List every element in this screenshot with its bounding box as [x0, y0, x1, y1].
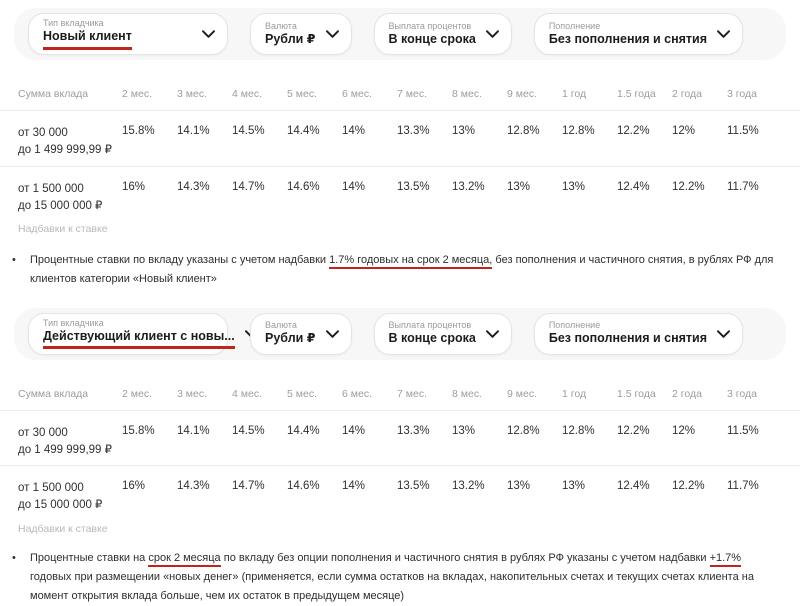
column-header: 1.5 года [617, 84, 672, 110]
rate-cell: 12.8% [562, 111, 617, 151]
column-header: 8 мес. [452, 84, 507, 110]
rate-cell: 11.5% [727, 111, 782, 151]
rate-cell: 12.2% [672, 466, 727, 506]
dropdown-label: Валюта [265, 320, 316, 331]
rate-cell: 13% [507, 167, 562, 207]
dropdown-label: Тип вкладчика [43, 318, 235, 329]
chevron-down-icon [326, 330, 339, 338]
rate-cell: 13% [562, 466, 617, 506]
rate-cell: 13% [452, 411, 507, 451]
column-header: 6 мес. [342, 384, 397, 410]
rate-cell: 11.7% [727, 466, 782, 506]
rate-cell: 12% [672, 411, 727, 451]
red-underlined-text: срок 2 месяца [148, 552, 220, 567]
column-header: 7 мес. [397, 84, 452, 110]
rate-table-bottom [0, 384, 800, 606]
filter-bar-top [14, 8, 786, 60]
column-header: 5 мес. [287, 384, 342, 410]
red-underlined-text: +1.7% [710, 552, 742, 567]
bullet-icon: • [12, 251, 16, 270]
rate-cell: 13% [507, 466, 562, 506]
depositor-type-dropdown[interactable] [28, 13, 228, 55]
column-header: 3 года [727, 384, 782, 410]
rate-cell: 16% [122, 167, 177, 207]
table-row [0, 410, 800, 466]
replenishment-dropdown[interactable] [534, 313, 743, 355]
rate-cell: 14.3% [177, 167, 232, 207]
rate-cell: 14.3% [177, 466, 232, 506]
filter-bar-bottom [14, 308, 786, 360]
note-text: без пополнения и частичного снятия, в рублях РФ для клиентов категории «Новый клиент» [30, 254, 773, 285]
rate-cell: 14.4% [287, 411, 342, 451]
dropdown-value: В конце срока [389, 331, 476, 347]
rate-cell: 14% [342, 466, 397, 506]
deposit-amount-label: от 1 500 000 до 15 000 000 ₽ [18, 466, 122, 521]
rate-cell: 12.4% [617, 466, 672, 506]
dropdown-value: Без пополнения и снятия [549, 32, 707, 48]
deposit-amount-label: от 30 000 до 1 499 999,99 ₽ [18, 111, 122, 166]
dropdown-value: Рубли ₽ [265, 32, 316, 48]
rate-cell: 12.2% [617, 111, 672, 151]
rate-cell: 14% [342, 111, 397, 151]
column-header: 2 мес. [122, 84, 177, 110]
dropdown-label: Выплата процентов [389, 21, 476, 32]
dropdown-label: Пополнение [549, 320, 707, 331]
replenishment-dropdown[interactable] [534, 13, 743, 55]
table-header-row [0, 84, 800, 110]
rate-cell: 13.5% [397, 167, 452, 207]
rate-cell: 14.6% [287, 167, 342, 207]
rate-cell: 14% [342, 167, 397, 207]
rate-cell: 13.3% [397, 111, 452, 151]
rate-cell: 14.6% [287, 466, 342, 506]
rate-cell: 12.4% [617, 167, 672, 207]
rate-cell: 12.8% [507, 411, 562, 451]
rate-cell: 15.8% [122, 111, 177, 151]
column-header: 3 мес. [177, 84, 232, 110]
column-header: 1.5 года [617, 384, 672, 410]
column-header: 2 года [672, 384, 727, 410]
rate-cell: 12.8% [562, 411, 617, 451]
rate-cell: 11.5% [727, 411, 782, 451]
column-header: Сумма вклада [18, 84, 122, 110]
currency-dropdown[interactable] [250, 313, 352, 355]
rate-note-bottom [0, 549, 800, 606]
rate-cell: 14.4% [287, 111, 342, 151]
rate-bonus-label: Надбавки к ставке [0, 221, 800, 235]
dropdown-value: Действующий клиент с новы... [43, 329, 235, 350]
table-header-row [0, 384, 800, 410]
rate-cell: 13% [562, 167, 617, 207]
dropdown-value: Новый клиент [43, 29, 132, 50]
rate-cell: 14.7% [232, 167, 287, 207]
rate-cell: 13.5% [397, 466, 452, 506]
rate-cell: 14.5% [232, 411, 287, 451]
chevron-down-icon [326, 30, 339, 38]
column-header: 9 мес. [507, 84, 562, 110]
note-text: Процентные ставки на [30, 552, 148, 564]
rate-cell: 13% [452, 111, 507, 151]
chevron-down-icon [717, 30, 730, 38]
column-header: 4 мес. [232, 84, 287, 110]
rate-cell: 13.2% [452, 167, 507, 207]
red-underlined-text: 1.7% годовых на срок 2 месяца, [329, 254, 492, 269]
column-header: 2 года [672, 84, 727, 110]
rate-cell: 14.7% [232, 466, 287, 506]
dropdown-value: Без пополнения и снятия [549, 331, 707, 347]
note-text: Процентные ставки по вкладу указаны с учетом надбавки [30, 254, 329, 266]
chevron-down-icon [486, 330, 499, 338]
chevron-down-icon [486, 30, 499, 38]
rate-cell: 12.8% [507, 111, 562, 151]
dropdown-value: В конце срока [389, 32, 476, 48]
column-header: 1 год [562, 84, 617, 110]
depositor-type-dropdown[interactable] [28, 313, 228, 355]
dropdown-label: Валюта [265, 21, 316, 32]
rate-cell: 12% [672, 111, 727, 151]
note-text: годовых при размещении «новых денег» (применяется, если сумма остатков на вкладах, накопительных счетах и текущих счетах клиента на момент открытия вклада больше, чем их остаток в предыдущем месяце) [30, 571, 754, 602]
column-header: 8 мес. [452, 384, 507, 410]
column-header: 7 мес. [397, 384, 452, 410]
column-header: 5 мес. [287, 84, 342, 110]
rate-cell: 16% [122, 466, 177, 506]
deposit-amount-label: от 1 500 000 до 15 000 000 ₽ [18, 167, 122, 222]
rate-cell: 11.7% [727, 167, 782, 207]
dropdown-value: Рубли ₽ [265, 331, 316, 347]
rate-cell: 13.2% [452, 466, 507, 506]
bullet-icon: • [12, 549, 16, 568]
rate-cell: 14.5% [232, 111, 287, 151]
rate-cell: 12.2% [672, 167, 727, 207]
rate-cell: 14% [342, 411, 397, 451]
chevron-down-icon [717, 330, 730, 338]
dropdown-label: Пополнение [549, 21, 707, 32]
deposit-amount-label: от 30 000 до 1 499 999,99 ₽ [18, 411, 122, 466]
column-header: 9 мес. [507, 384, 562, 410]
currency-dropdown[interactable] [250, 13, 352, 55]
table-row [0, 110, 800, 166]
dropdown-label: Тип вкладчика [43, 18, 132, 29]
table-row [0, 166, 800, 222]
column-header: 4 мес. [232, 384, 287, 410]
rate-cell: 13.3% [397, 411, 452, 451]
column-header: 1 год [562, 384, 617, 410]
rate-table-top [0, 84, 800, 290]
column-header: Сумма вклада [18, 384, 122, 410]
dropdown-label: Выплата процентов [389, 320, 476, 331]
interest-payout-dropdown[interactable] [374, 13, 512, 55]
rate-cell: 14.1% [177, 411, 232, 451]
rate-note-top [0, 251, 800, 290]
rate-cell: 14.1% [177, 111, 232, 151]
column-header: 6 мес. [342, 84, 397, 110]
note-text: по вкладу без опции пополнения и частичного снятия в рублях РФ указаны с учетом надбавки [221, 552, 710, 564]
column-header: 2 мес. [122, 384, 177, 410]
rate-bonus-label: Надбавки к ставке [0, 521, 800, 535]
table-row [0, 465, 800, 521]
rate-cell: 12.2% [617, 411, 672, 451]
column-header: 3 мес. [177, 384, 232, 410]
rate-cell: 15.8% [122, 411, 177, 451]
interest-payout-dropdown[interactable] [374, 313, 512, 355]
chevron-down-icon [202, 30, 215, 38]
column-header: 3 года [727, 84, 782, 110]
